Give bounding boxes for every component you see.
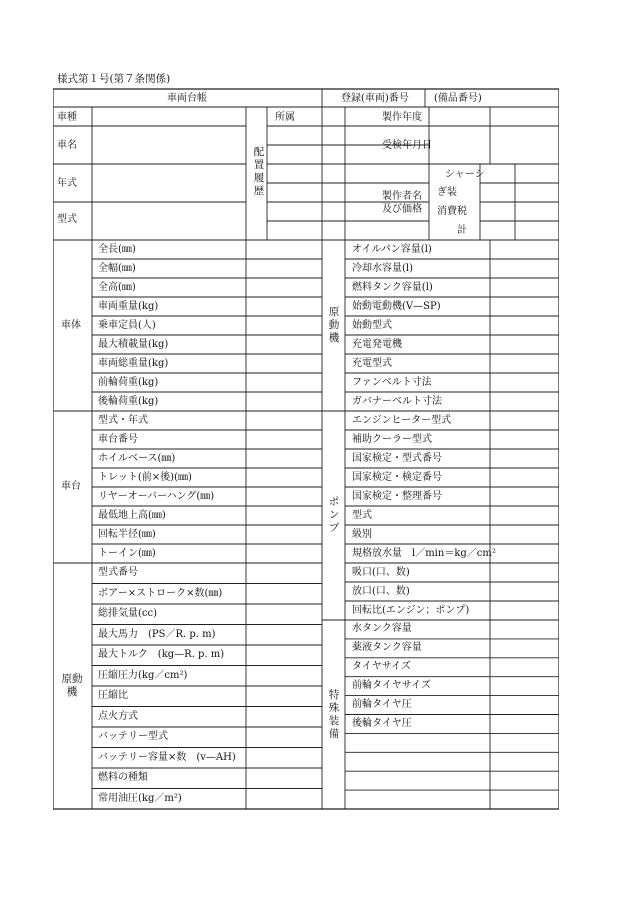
left-item-2-1: ボアー×ストローク×数(㎜) — [98, 587, 223, 599]
ledger-title: 車両台帳 — [167, 93, 207, 104]
vehicle-name-label: 車名 — [57, 140, 77, 151]
year-of-manufacture-label: 製作年度 — [382, 112, 422, 123]
right-item-1-5: 型式 — [352, 509, 372, 521]
right-item-0-5: 充電発電機 — [352, 338, 402, 350]
left-item-1-1: 車台番号 — [98, 433, 138, 445]
form-number-caption: 様式第１号(第７条関係) — [57, 73, 171, 85]
left-item-2-7: 点火方式 — [98, 710, 138, 722]
left-item-2-11: 常用油圧(kg／m²) — [98, 792, 182, 804]
left-item-2-8: バッテリー型式 — [98, 731, 168, 743]
right-item-1-9: 放口(口、数) — [352, 585, 410, 597]
right-item-2-0: 水タンク容量 — [352, 623, 412, 635]
model-year-label: 年式 — [57, 178, 77, 189]
vehicle-type-label: 車種 — [57, 112, 77, 123]
left-item-0-7: 前輪荷重(kg) — [98, 376, 159, 388]
right-item-2-5: 後輪タイヤ圧 — [352, 717, 412, 729]
right-item-1-3: 国家検定・検定番号 — [352, 471, 442, 483]
left-item-2-5: 圧縮圧力(kg／cm²) — [98, 669, 188, 681]
vehicle-ledger-form — [53, 0, 559, 915]
left-item-1-6: 回転半径(㎜) — [98, 528, 156, 540]
left-section-label-2: 原動機 — [61, 673, 83, 698]
left-item-1-5: 最低地上高(㎜) — [98, 509, 166, 521]
right-item-0-0: オイルパン容量(l) — [352, 243, 432, 255]
price-tax-label: 消費税 — [437, 206, 467, 217]
left-item-0-1: 全幅(㎜) — [98, 262, 136, 274]
left-item-2-2: 総排気量(cc) — [98, 608, 158, 620]
left-item-1-7: トーイン(㎜) — [98, 547, 156, 559]
left-section-label-0: 車体 — [61, 319, 81, 331]
model-type-label: 型式 — [57, 214, 77, 225]
left-item-1-2: ホイルベース(㎜) — [98, 452, 176, 464]
placement-history-label: 配置履歴 — [253, 146, 265, 197]
right-item-1-2: 国家検定・型式番号 — [352, 452, 442, 464]
left-item-0-4: 乗車定員(人) — [98, 319, 156, 331]
right-item-1-6: 級別 — [352, 528, 372, 540]
left-item-0-8: 後輪荷重(kg) — [98, 395, 159, 407]
left-section-label-1: 車台 — [61, 481, 81, 492]
right-item-2-3: 前輪タイヤサイズ — [352, 680, 431, 692]
right-section-label-0: 原動機 — [328, 306, 340, 344]
right-item-1-0: エンジンヒーター型式 — [352, 414, 452, 426]
left-item-2-10: 燃料の種類 — [98, 772, 148, 784]
left-item-0-5: 最大積載量(kg) — [98, 338, 169, 350]
left-item-0-0: 全長(㎜) — [98, 243, 136, 255]
fixture-number-label: (備品番号) — [434, 93, 482, 104]
right-item-0-7: ファンベルト寸法 — [352, 376, 432, 388]
right-item-1-8: 吸口(口、数) — [352, 566, 410, 578]
right-item-2-2: タイヤサイズ — [352, 661, 411, 673]
left-item-1-4: リヤーオーバーハング(㎜) — [98, 490, 215, 502]
right-section-label-1: ポンプ — [328, 496, 340, 534]
left-item-1-0: 型式・年式 — [98, 414, 148, 426]
inspection-date-label: 受検年月日 — [382, 140, 432, 151]
right-item-0-2: 燃料タンク容量(l) — [352, 281, 433, 293]
right-item-2-4: 前輪タイヤ圧 — [352, 699, 412, 711]
price-outfitting-label: ぎ装 — [437, 187, 457, 198]
right-item-0-1: 冷却水容量(l) — [352, 262, 414, 274]
right-item-1-7: 規格放水量 l／min＝kg／cm² — [352, 547, 496, 559]
right-item-0-4: 始動型式 — [352, 319, 392, 331]
left-item-0-3: 車両重量(kg) — [98, 300, 159, 312]
left-item-2-9: バッテリー容量×数 (v—AH) — [98, 751, 236, 763]
left-item-1-3: トレット(前×後)(㎜) — [98, 471, 192, 483]
right-item-0-3: 始動電動機(V—SP) — [352, 300, 441, 312]
right-item-1-4: 国家検定・整理番号 — [352, 490, 442, 502]
maker-price-label: 製作者名及び価格 — [382, 191, 422, 215]
left-item-0-2: 全高(㎜) — [98, 281, 136, 293]
right-item-0-8: ガバナーベルト寸法 — [352, 395, 442, 407]
left-item-0-6: 車両総重量(kg) — [98, 357, 169, 369]
registration-number-label: 登録(車両)番号 — [341, 93, 409, 104]
left-item-2-3: 最大馬力 (PS／R. p. m) — [98, 628, 216, 640]
right-item-0-6: 充電型式 — [352, 357, 392, 369]
affiliation-label: 所属 — [275, 112, 295, 123]
price-total-label: 計 — [457, 225, 467, 236]
right-section-label-2: 特殊装備 — [328, 688, 340, 740]
right-item-1-1: 補助クーラー型式 — [352, 433, 432, 445]
price-chassis-label: シャーシ — [445, 169, 485, 180]
left-item-2-0: 型式番号 — [98, 567, 138, 579]
left-item-2-4: 最大トルク (kg—R. p. m) — [98, 649, 225, 661]
right-item-2-1: 薬液タンク容量 — [352, 642, 422, 654]
right-item-1-10: 回転比(エンジン；ポンプ) — [352, 604, 470, 616]
left-item-2-6: 圧縮比 — [98, 690, 128, 702]
